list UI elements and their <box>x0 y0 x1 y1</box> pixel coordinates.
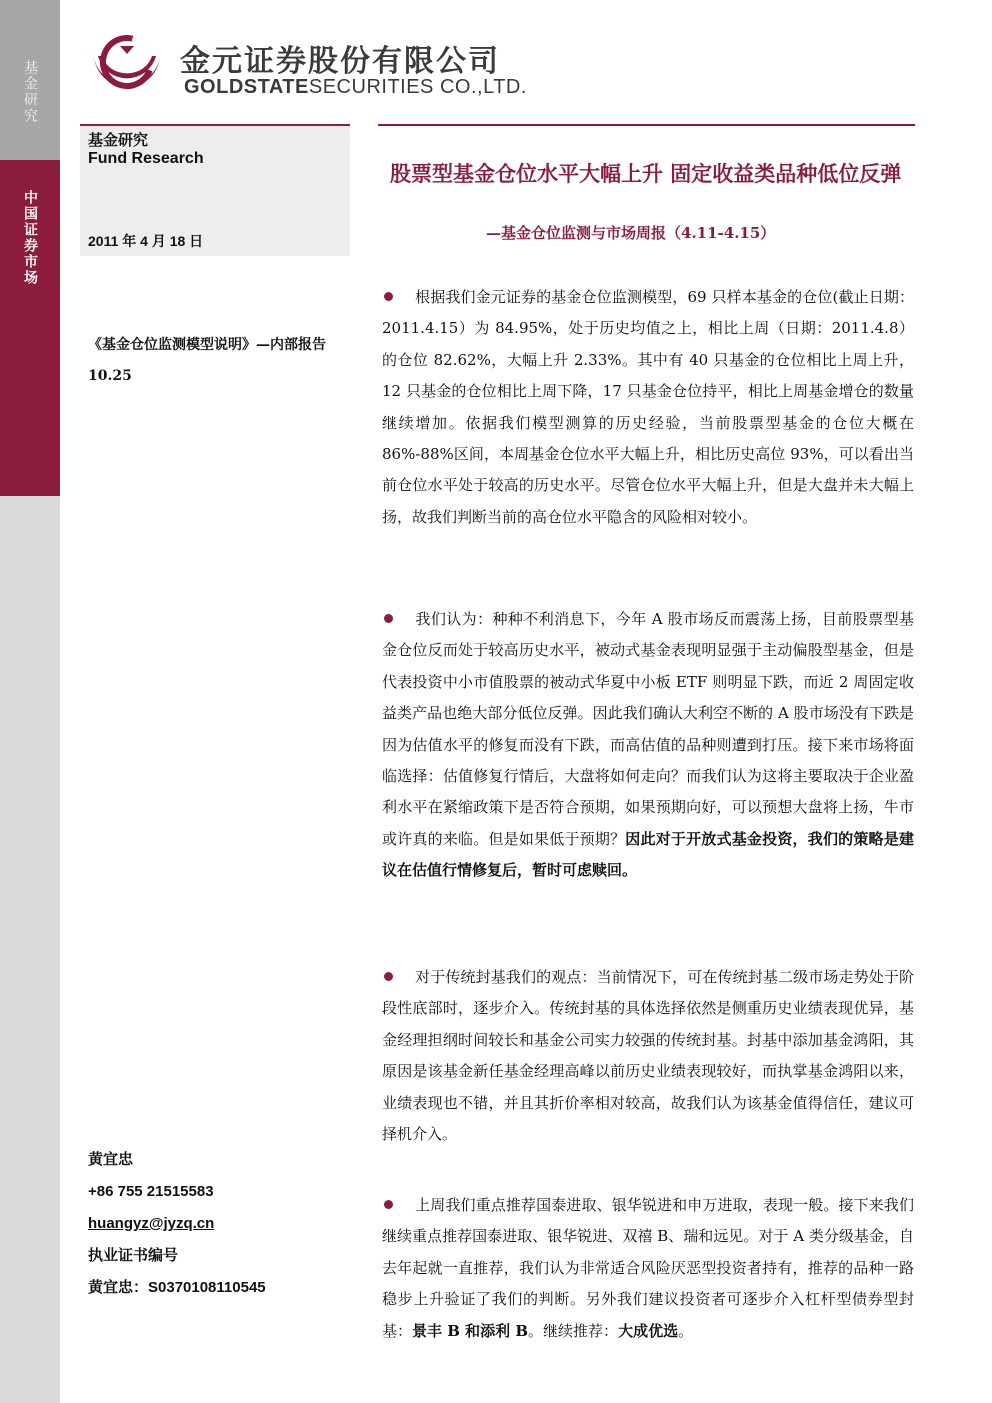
title-rule <box>378 124 915 126</box>
sidebar-mid-label: 中国证券市场 <box>22 190 38 286</box>
report-subtitle: —基金仓位监测与市场周报（4.11-4.15） <box>486 224 776 242</box>
company-name-en: GOLDSTATESECURITIES CO.,LTD. <box>184 76 527 98</box>
report-title: 股票型基金仓位水平大幅上升 固定收益类品种低位反弹 <box>390 161 902 186</box>
sidebar-top-label: 基金研究 <box>22 60 38 124</box>
bullet-icon <box>384 614 393 623</box>
reference-note: 《基金仓位监测模型说明》—内部报告 10.25 <box>88 337 326 384</box>
category-cn: 基金研究 <box>88 131 149 149</box>
bullet-icon <box>384 972 393 981</box>
report-date: 2011 年 4 月 18 日 <box>88 233 204 249</box>
paragraph-3: 对于传统封基我们的观点：当前情况下，可在传统封基二级市场走势处于阶段性底部时，逐步介入。传统封基的具体选择依然是侧重历史业绩表现优异，基金经理担纲时间较长和基金公司实力较强的传统封基。封基中添加基金鸿阳，其原因是该基金新任基金经理高峰以前历史业绩表现较好，而执掌基金鸿阳以来，业绩表现也不错，并且其折价率相对较高，故我们认为该基金值得信任，建议可择机介入。 <box>382 968 914 1144</box>
author-email[interactable]: huangyz@jyzq.cn <box>88 1215 215 1232</box>
author-block <box>88 1148 266 1308</box>
bullet-icon <box>384 1200 393 1209</box>
paragraph-2: 我们认为：种种不利消息下，今年 A 股市场反而震荡上扬，目前股票型基金仓位反而处于较高历史水平，被动式基金表现明显强于主动偏股型基金，但是代表投资中小市值股票的被动式华夏中小板 ETF 则明显下跌，而近 2 周固定收益类产品也绝大部分低位反弹。因此我们确认大利空不断的 A 股市场没有下跌是因为估值水平的修复而没有下跌，而高估值的品种则遭到打压。接下来市场将面临选择：估值修复行情后，大盘将如何走向？而我们认为这将主要取决于企业盈利水平在紧缩政策下是否符合预期，如果预期向好，可以预想大盘将上扬，牛市或许真的来临。但是如果低于预期？因此对于开放式基金投资，我们的策略是建议在估值行情修复后，暂时可虑赎回。 <box>382 610 914 880</box>
license-label: 执业证书编号 <box>88 1247 179 1264</box>
company-name-cn: 金元证券股份有限公司 <box>180 44 500 79</box>
company-logo-icon <box>90 34 164 94</box>
bullet-icon <box>384 292 393 301</box>
paragraph-4: 上周我们重点推荐国泰进取、银华锐进和申万进取，表现一般。接下来我们继续重点推荐国泰进取、银华锐进、双禧 B、瑞和远见。对于 A 类分级基金，自去年起就一直推荐，我们认为非常适合风险厌恶型投资者持有，推荐的品种一路稳步上升验证了我们的判断。另外我们建议投资者可逐步介入杠杆型债券型封基：景丰 B 和添利 B。继续推荐：大成优选。 <box>382 1196 914 1340</box>
category-en: Fund Research <box>88 150 204 167</box>
author-phone: +86 755 21515583 <box>88 1183 214 1200</box>
sidebar-strip-bottom <box>0 496 60 1403</box>
author-name: 黄宜忠 <box>88 1151 134 1168</box>
license-number: 黄宜忠：S0370108110545 <box>88 1279 266 1296</box>
paragraph-1: 根据我们金元证券的基金仓位监测模型，69 只样本基金的仓位(截止日期：2011.4.15）为 84.95%，处于历史均值之上，相比上周（日期：2011.4.8）的仓位 82.62%，大幅上升 2.33%。其中有 40 只基金的仓位相比上周上升，12 只基金的仓位相比上周下降，17 只基金仓位持平，相比上周基金增仓的数量继续增加。依据我们模型测算的历史经验，当前股票型基金的仓位大概在 86%-88%区间，本周基金仓位水平大幅上升，相比历史高位 93%，可以看出当前仓位水平处于较高的历史水平。尽管仓位水平大幅上升，但是大盘并未大幅上扬，故我们判断当前的高仓位水平隐含的风险相对较小。 <box>382 288 914 526</box>
